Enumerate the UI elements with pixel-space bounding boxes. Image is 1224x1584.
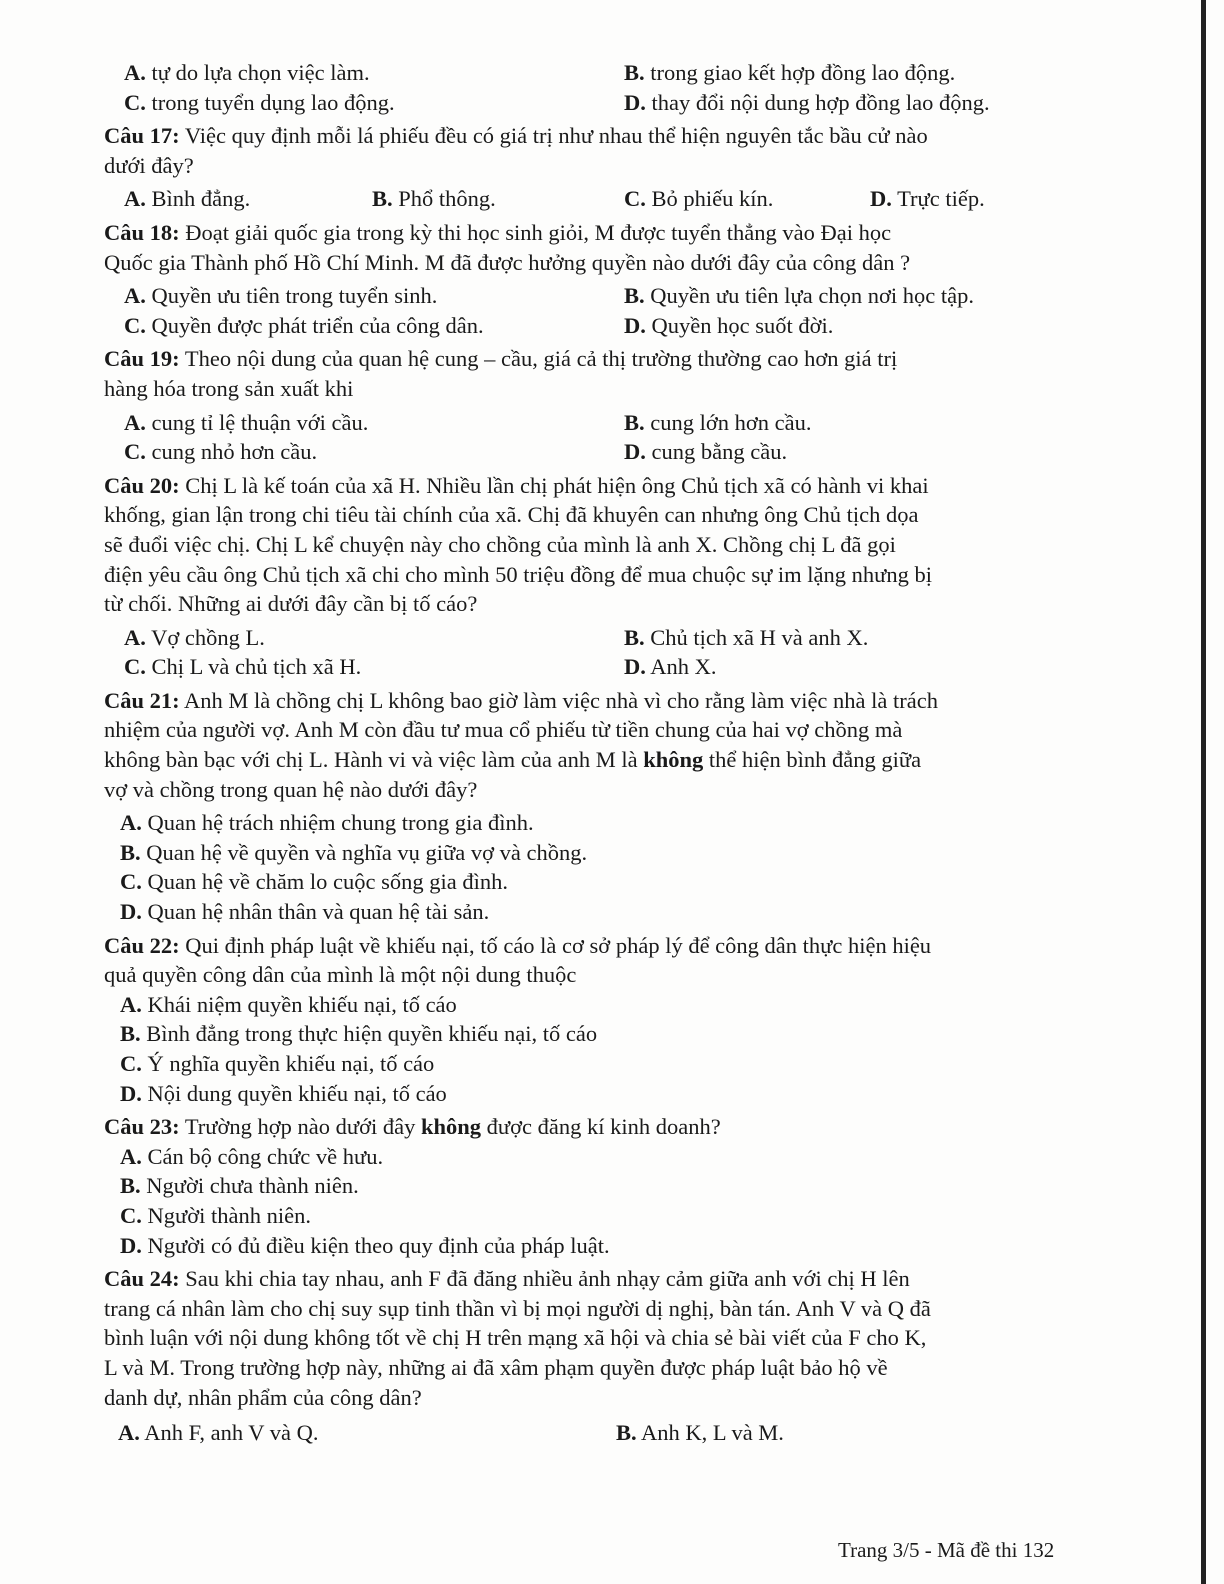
question-label: Câu 20: (104, 472, 180, 498)
question-22: Câu 22: Qui định pháp luật về khiếu nại, tố cáo là cơ sở pháp lý để công dân thực hiện hiệu quả quyền công dân của mình là một nội dung thuộc A. Khái niệm quyền khiếu nại, tố cáo B. Bình đẳng trong thực hiện quyền khiếu nại, tố cáo C. Ý nghĩa quyền khiếu nại, tố cáo D. Nội dung quyền khiếu nại, tố cáo (104, 931, 1064, 1109)
option-c: C. Ý nghĩa quyền khiếu nại, tố cáo (120, 1051, 435, 1076)
option-d: D. Quan hệ nhân thân và quan hệ tài sản. (120, 899, 490, 925)
question-20: Câu 20: Chị L là kế toán của xã H. Nhiều lần chị phát hiện ông Chủ tịch xã có hành vi khai khống, gian lận trong chi tiêu tài chính của xã. Chị đã khuyên can nhưng ông Chủ tịch dọa sẽ đuổi việc chị. Chị L kể chuyện này cho chồng của mình là anh X. Chồng chị L đã gọi điện yêu cầu ông Chủ tịch xã chi cho mình 50 triệu đồng để mua chuộc sự im lặng nhưng bị từ chối. Những ai dưới đây cần bị tố cáo? A. Vợ chồng L. B. Chủ tịch xã H và anh X. C. Chị L và chủ tịch xã H. D. Anh X. (104, 471, 1064, 682)
option-c: C. Quan hệ về chăm lo cuộc sống gia đình. (120, 869, 509, 895)
question-17: Câu 17: Việc quy định mỗi lá phiếu đều có giá trị như nhau thể hiện nguyên tắc bầu cử nào dưới đây? A. Bình đẳng. B. Phổ thông. C. Bỏ phiếu kín. D. Trực tiếp. (104, 121, 1064, 214)
option-a: A. Quyền ưu tiên trong tuyển sinh. (124, 283, 438, 309)
option-a: A. Anh F, anh V và Q. (118, 1420, 319, 1446)
option-d: D. cung bằng cầu. (624, 439, 788, 465)
question-label: Câu 19: (104, 346, 180, 372)
option-a: A. Khái niệm quyền khiếu nại, tố cáo (120, 991, 457, 1017)
question-label: Câu 17: (104, 123, 180, 149)
question-label: Câu 24: (104, 1266, 180, 1292)
question-label: Câu 22: (104, 932, 180, 958)
option-d: D. Trực tiếp. (870, 186, 985, 212)
option-a: A. Quan hệ trách nhiệm chung trong gia đình. (120, 810, 534, 836)
prev-question-options (104, 58, 1064, 117)
option-c: C. Chị L và chủ tịch xã H. (124, 654, 362, 680)
question-label: Câu 23: (104, 1114, 180, 1140)
option-b: B. Anh K, L và M. (616, 1420, 784, 1446)
option-a: A. cung tỉ lệ thuận với cầu. (124, 409, 369, 435)
option-a: A. Cán bộ công chức về hưu. (120, 1143, 384, 1169)
option-d: D. Anh X. (624, 654, 717, 680)
option-b: B. cung lớn hơn cầu. (624, 409, 812, 435)
option-c: C. trong tuyển dụng lao động. (124, 89, 395, 115)
option-b: B. Bình đẳng trong thực hiện quyền khiếu nại, tố cáo (120, 1021, 598, 1047)
question-label: Câu 21: (104, 687, 180, 713)
option-b: B. Phổ thông. (372, 186, 496, 212)
option-a: A. Vợ chồng L. (124, 624, 265, 650)
option-d: D. thay đổi nội dung hợp đồng lao động. (624, 89, 990, 115)
question-18: Câu 18: Đoạt giải quốc gia trong kỳ thi học sinh giỏi, M được tuyển thẳng vào Đại học Quốc gia Thành phố Hồ Chí Minh. M đã được hưởng quyền nào dưới đây của công dân ? A. Quyền ưu tiên trong tuyển sinh. B. Quyền ưu tiên lựa chọn nơi học tập. C. Quyền được phát triển của công dân. D. Quyền học suốt đời. (104, 218, 1064, 340)
option-b: B. Chủ tịch xã H và anh X. (624, 624, 869, 650)
option-b: B. Quan hệ về quyền và nghĩa vụ giữa vợ và chồng. (120, 839, 588, 865)
option-d: D. Quyền học suốt đời. (624, 312, 834, 338)
question-label: Câu 18: (104, 219, 180, 245)
exam-content (104, 58, 1064, 1452)
option-b: B. Quyền ưu tiên lựa chọn nơi học tập. (624, 283, 974, 309)
question-24: Câu 24: Sau khi chia tay nhau, anh F đã đăng nhiều ảnh nhạy cảm giữa anh với chị H lên trang cá nhân làm cho chị suy sụp tinh thần vì bị mọi người dị nghị, bàn tán. Anh V và Q đã bình luận với nội dung không tốt về chị H trên mạng xã hội và chia sẻ bài viết của F cho K, L và M. Trong trường hợp này, những ai đã xâm phạm quyền được pháp luật bảo hộ về danh dự, nhân phẩm của công dân? A. Anh F, anh V và Q. B. Anh K, L và M. (104, 1264, 1064, 1448)
option-c: C. Bỏ phiếu kín. (624, 186, 774, 212)
option-a: A. tự do lựa chọn việc làm. (124, 60, 370, 85)
option-b: B. trong giao kết hợp đồng lao động. (624, 60, 956, 85)
option-c: C. Quyền được phát triển của công dân. (124, 312, 484, 338)
scan-edge-line (1201, 0, 1206, 1584)
option-c: C. Người thành niên. (120, 1202, 311, 1228)
option-d: D. Người có đủ điều kiện theo quy định của pháp luật. (120, 1232, 610, 1258)
question-23: Câu 23: Trường hợp nào dưới đây không được đăng kí kinh doanh? A. Cán bộ công chức về hưu. B. Người chưa thành niên. C. Người thành niên. D. Người có đủ điều kiện theo quy định của pháp luật. (104, 1112, 1064, 1260)
page-footer: Trang 3/5 - Mã đề thi 132 (838, 1538, 1055, 1562)
option-c: C. cung nhỏ hơn cầu. (124, 439, 318, 465)
question-21: Câu 21: Anh M là chồng chị L không bao giờ làm việc nhà vì cho rằng làm việc nhà là trách nhiệm của người vợ. Anh M còn đầu tư mua cổ phiếu từ tiền chung của hai vợ chồng mà không bàn bạc với chị L. Hành vi và việc làm của anh M là không thể hiện bình đẳng giữa vợ và chồng trong quan hệ nào dưới đây? A. Quan hệ trách nhiệm chung trong gia đình. B. Quan hệ về quyền và nghĩa vụ giữa vợ và chồng. C. Quan hệ về chăm lo cuộc sống gia đình. D. Quan hệ nhân thân và quan hệ tài sản. (104, 686, 1064, 927)
option-a: A. Bình đẳng. (124, 186, 251, 212)
option-d: D. Nội dung quyền khiếu nại, tố cáo (120, 1080, 447, 1106)
option-b: B. Người chưa thành niên. (120, 1173, 359, 1199)
question-19: Câu 19: Theo nội dung của quan hệ cung – cầu, giá cả thị trường thường cao hơn giá trị hàng hóa trong sản xuất khi A. cung tỉ lệ thuận với cầu. B. cung lớn hơn cầu. C. cung nhỏ hơn cầu. D. cung bằng cầu. (104, 344, 1064, 466)
